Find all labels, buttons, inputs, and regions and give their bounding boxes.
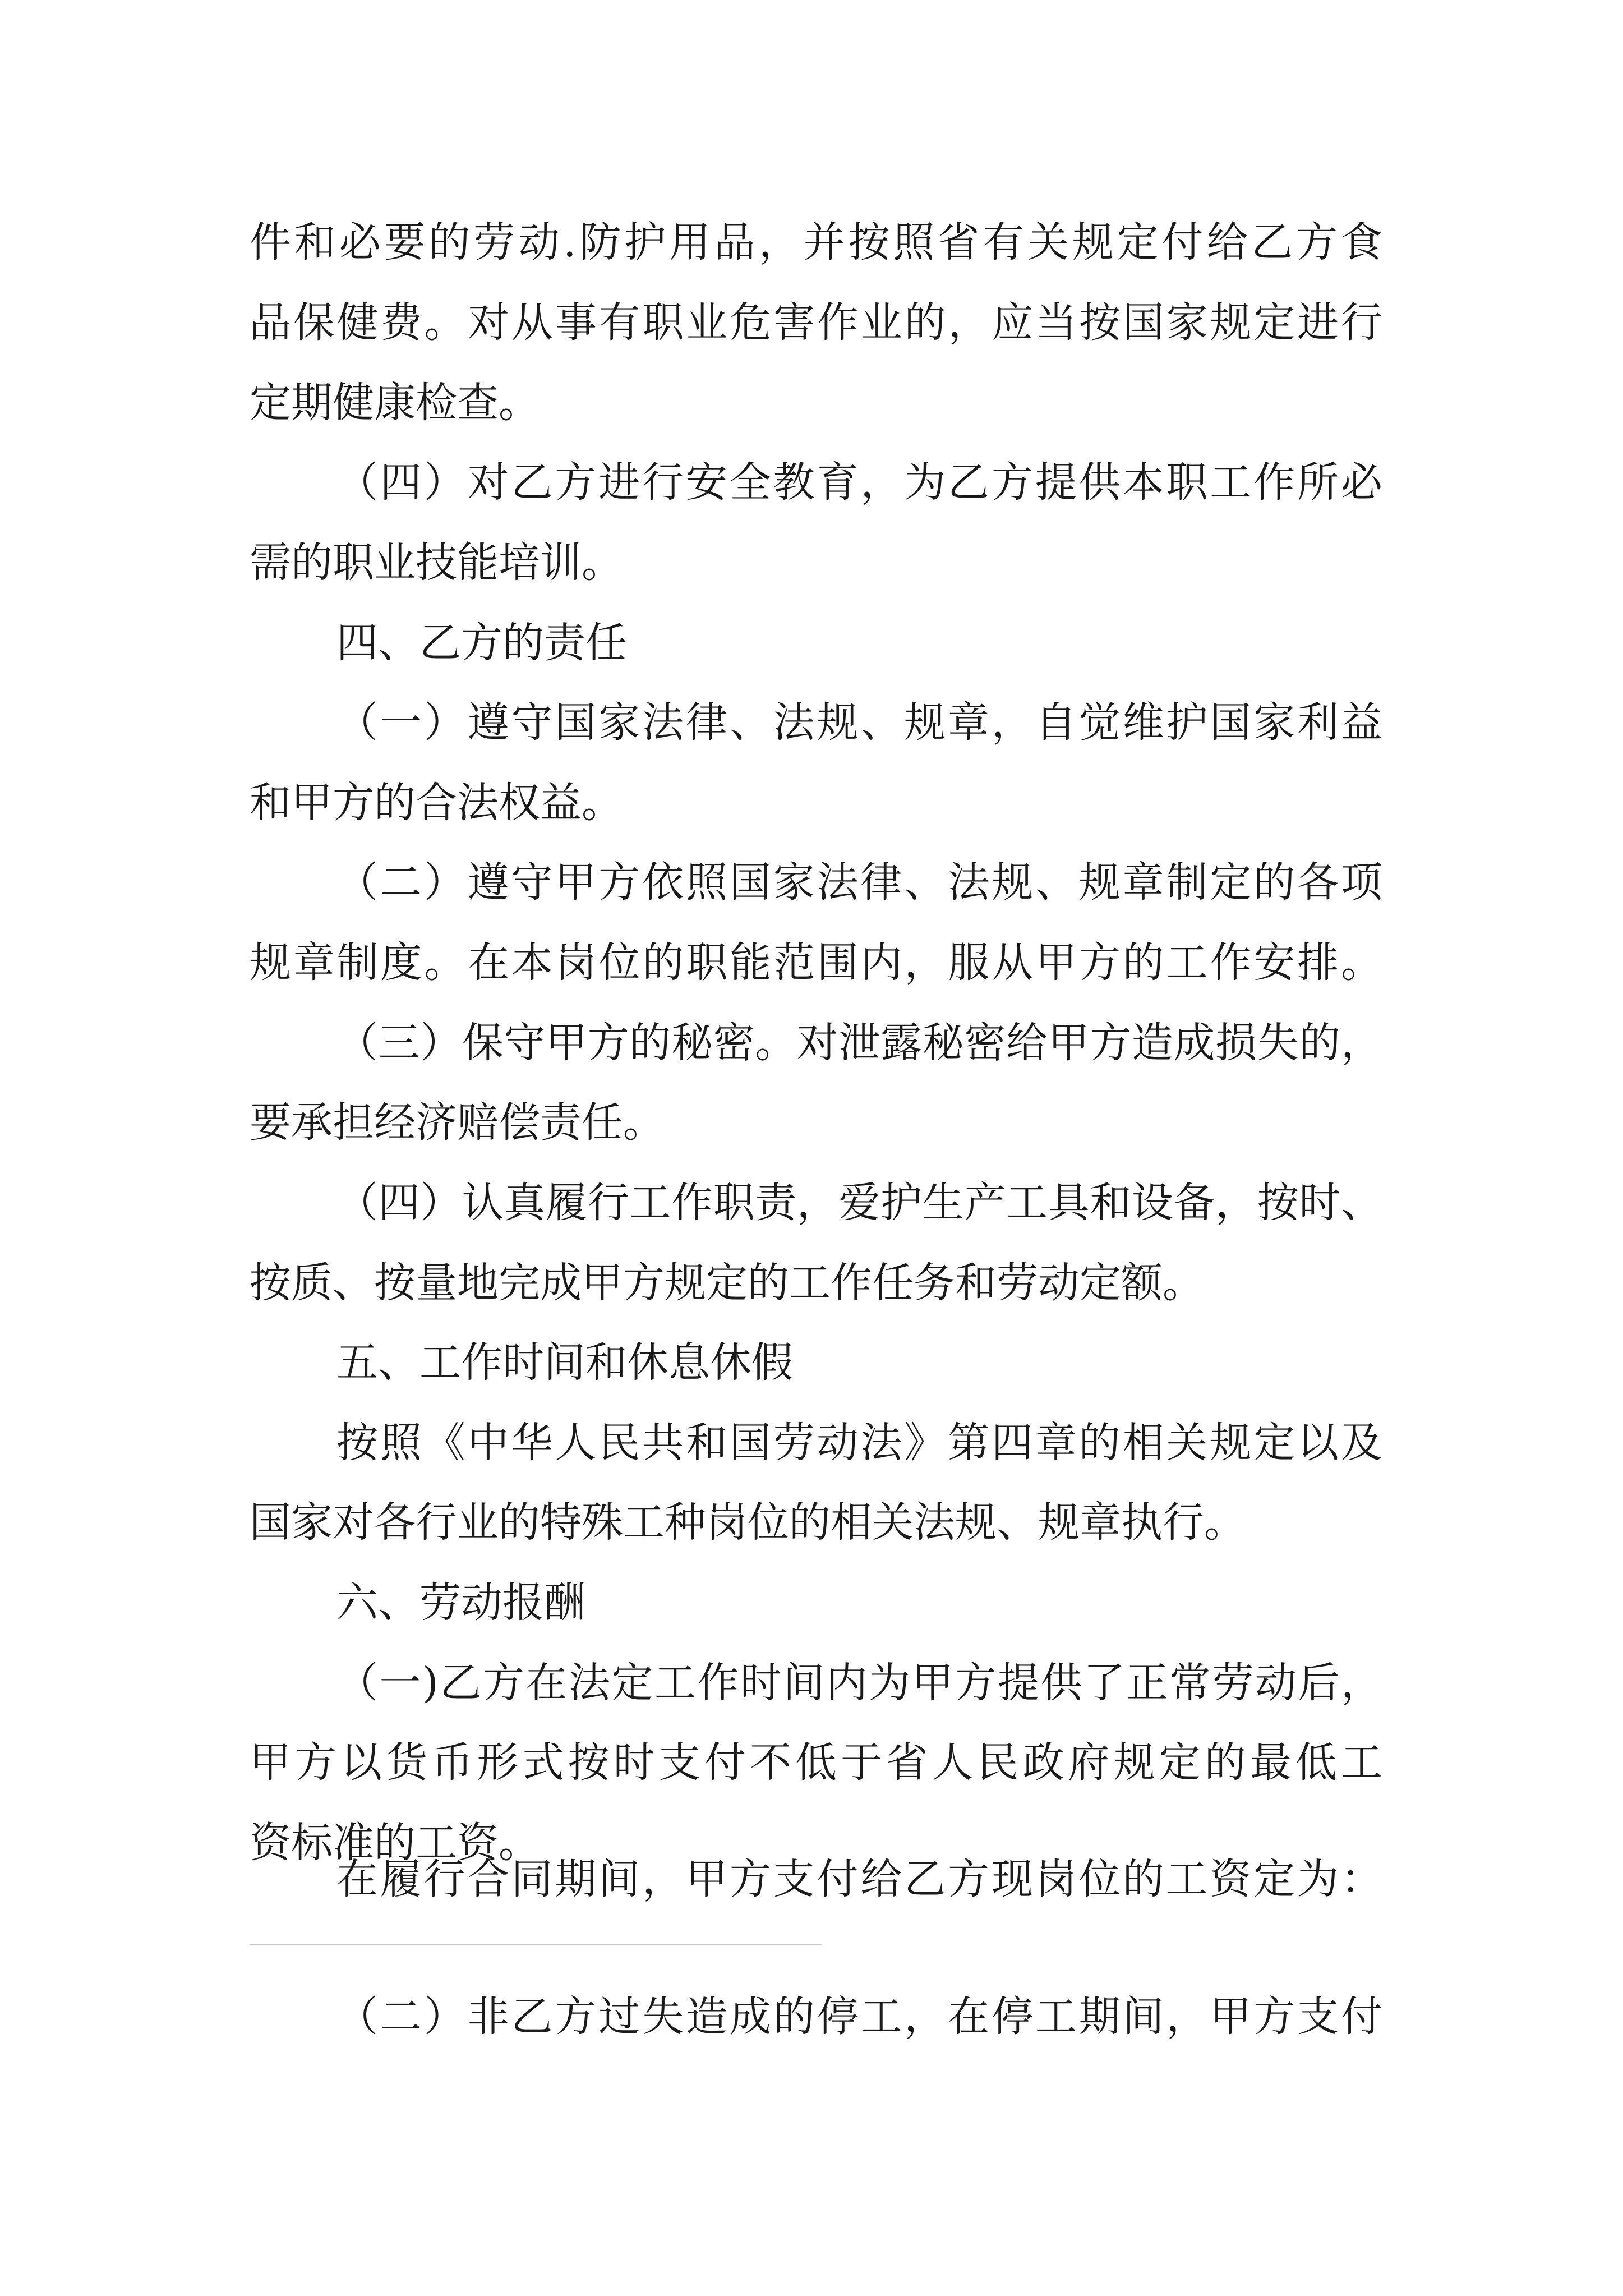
paragraph-line: 国家对各行业的特殊工种岗位的相关法规、规章执行。: [250, 1498, 1246, 1547]
section-heading: 五、工作时间和休息休假: [336, 1338, 793, 1387]
paragraph-line: 按照《中华人民共和国劳动法》第四章的相关规定以及: [336, 1419, 1382, 1467]
divider-rule: [250, 1944, 822, 1945]
paragraph-line: （一）遵守国家法律、法规、规章，自觉维护国家利益: [336, 698, 1382, 747]
paragraph-line: 甲方以货币形式按时支付不低于省人民政府规定的最低工: [250, 1738, 1382, 1787]
paragraph-line: （二）非乙方过失造成的停工，在停工期间，甲方支付: [336, 1993, 1382, 2041]
section-heading: 四、乙方的责任: [336, 619, 627, 667]
paragraph-line: 在履行合同期间，甲方支付给乙方现岗位的工资定为：: [336, 1855, 1382, 1903]
paragraph-line: （四）对乙方进行安全教育，为乙方提供本职工作所必: [336, 458, 1382, 507]
paragraph-line: 按质、按量地完成甲方规定的工作任务和劳动定额。: [250, 1259, 1204, 1307]
paragraph-line: （一)乙方在法定工作时间内为甲方提供了正常劳动后，: [336, 1659, 1382, 1707]
paragraph-line: 件和必要的劳动.防护用品，并按照省有关规定付给乙方食: [250, 218, 1382, 266]
paragraph-line: （二）遵守甲方依照国家法律、法规、规章制定的各项: [336, 858, 1382, 907]
paragraph-line: （四）认真履行工作职责，爱护生产工具和设备，按时、: [336, 1179, 1382, 1227]
paragraph-line: 规章制度。在本岗位的职能范围内，服从甲方的工作安排。: [250, 938, 1382, 987]
section-heading: 六、劳动报酬: [336, 1579, 585, 1627]
paragraph-line: 品保健费。对从事有职业危害作业的，应当按国家规定进行: [250, 298, 1382, 347]
paragraph-line: 要承担经济赔偿责任。: [250, 1098, 665, 1147]
paragraph-line: 和甲方的合法权益。: [250, 779, 623, 827]
paragraph-line: 需的职业技能培训。: [250, 539, 623, 587]
paragraph-line: （三）保守甲方的秘密。对泄露秘密给甲方造成损失的，: [336, 1019, 1382, 1067]
paragraph-line: 定期健康检查。: [250, 379, 540, 427]
paragraph-line: 资标准的工资。: [250, 1819, 540, 1867]
